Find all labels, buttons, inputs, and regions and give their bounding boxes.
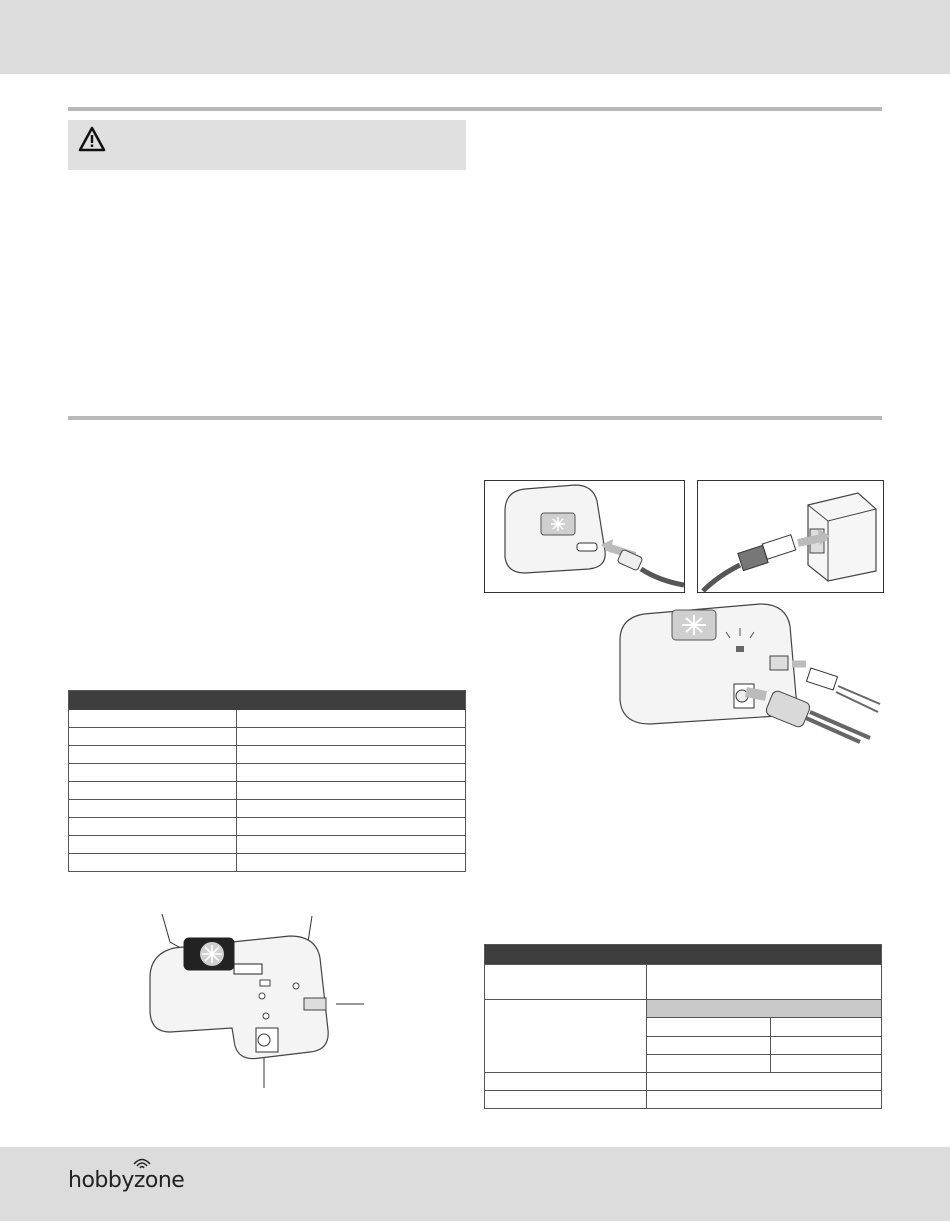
table-row — [485, 1000, 882, 1018]
signal-waves-icon — [132, 1156, 152, 1170]
charger-usb-illustration — [485, 481, 684, 592]
section-rule-middle — [68, 416, 882, 420]
battery-table-subheader — [647, 1000, 882, 1018]
section-rule-top — [68, 107, 882, 111]
battery-table-header — [485, 945, 882, 965]
warning-triangle-icon — [78, 126, 106, 152]
charger-callout-illustration — [140, 912, 380, 1092]
table-row — [69, 728, 466, 746]
figure-battery-connect — [610, 600, 882, 745]
spec-table — [68, 690, 466, 872]
table-row — [69, 746, 466, 764]
table-row — [485, 1091, 882, 1109]
table-row — [485, 1073, 882, 1091]
wall-adapter-illustration — [698, 481, 883, 592]
figure-charger-callouts — [140, 912, 380, 1092]
figure-usb-c-connect — [484, 480, 685, 593]
table-row — [485, 965, 882, 1000]
table-row — [69, 800, 466, 818]
battery-table — [484, 944, 882, 1109]
spec-table-header — [69, 691, 466, 711]
table-row — [69, 854, 466, 872]
table-row — [69, 782, 466, 800]
table-row — [69, 710, 466, 728]
brand-logo — [68, 1156, 184, 1193]
table-row — [69, 764, 466, 782]
warning-box — [68, 120, 466, 170]
brand-name: hobbyzone — [68, 1168, 185, 1193]
header-band — [0, 0, 950, 74]
figure-usb-wall-adapter — [697, 480, 884, 593]
table-row — [69, 836, 466, 854]
battery-connect-illustration — [610, 600, 882, 745]
table-row — [69, 818, 466, 836]
